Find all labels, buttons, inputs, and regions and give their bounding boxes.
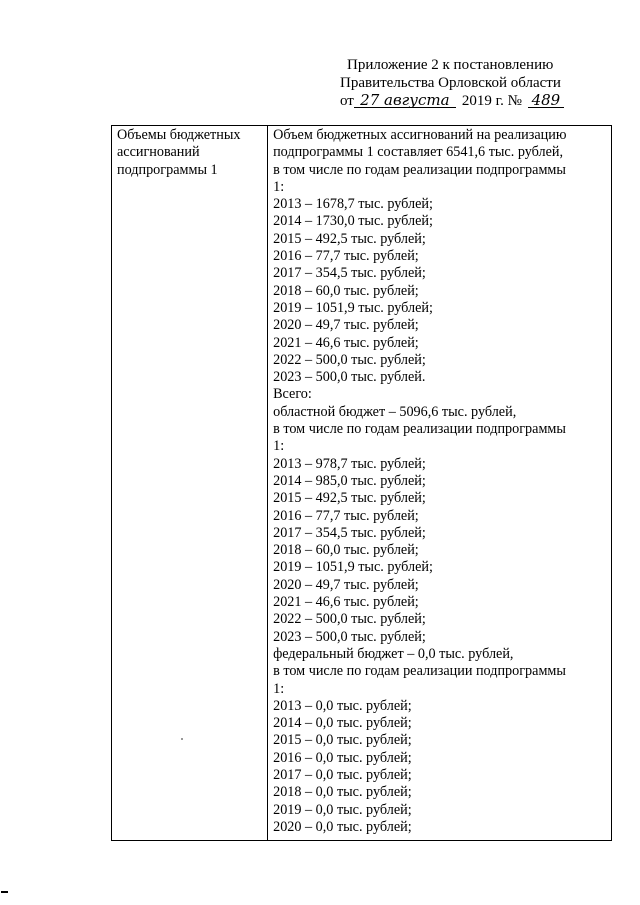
document-header bbox=[0, 0, 640, 120]
budget-line: в том числе по годам реализации подпрограммы bbox=[273, 421, 566, 438]
budget-line: областной бюджет – 5096,6 тыс. рублей, bbox=[273, 403, 517, 420]
budget-line: Всего: bbox=[273, 386, 312, 403]
budget-line: 2018 – 0,0 тыс. рублей; bbox=[273, 784, 412, 801]
budget-line: 2020 – 0,0 тыс. рублей; bbox=[273, 818, 412, 835]
table-content-cell bbox=[268, 126, 612, 841]
budget-line: 2023 – 500,0 тыс. рублей. bbox=[273, 369, 426, 386]
budget-details bbox=[273, 127, 608, 836]
budget-line: 2020 – 49,7 тыс. рублей; bbox=[273, 576, 419, 593]
budget-line: 2015 – 492,5 тыс. рублей; bbox=[273, 490, 426, 507]
decree-date-line bbox=[340, 92, 564, 110]
budget-line: 2017 – 354,5 тыс. рублей; bbox=[273, 265, 426, 282]
budget-line: 2021 – 46,6 тыс. рублей; bbox=[273, 594, 419, 611]
budget-line: 2023 – 500,0 тыс. рублей; bbox=[273, 628, 426, 645]
budget-line: 1: bbox=[273, 680, 285, 697]
budget-line: 2020 – 49,7 тыс. рублей; bbox=[273, 317, 419, 334]
budget-line: Объем бюджетных ассигнований на реализацию bbox=[273, 127, 567, 143]
budget-label: Объемы бюджетных ассигнований подпрограммы 1 bbox=[117, 127, 241, 178]
budget-line: 2015 – 0,0 тыс. рублей; bbox=[273, 732, 412, 749]
handwritten-date: 27 августа bbox=[354, 93, 456, 108]
budget-line: 1: bbox=[273, 178, 285, 195]
budget-line: 2016 – 77,7 тыс. рублей; bbox=[273, 248, 419, 265]
budget-line: подпрограммы 1 составляет 6541,6 тыс. рублей, bbox=[273, 144, 564, 161]
budget-line: 2022 – 500,0 тыс. рублей; bbox=[273, 611, 426, 628]
budget-line: 1: bbox=[273, 438, 285, 455]
budget-line: 2019 – 1051,9 тыс. рублей; bbox=[273, 299, 433, 316]
budget-line: федеральный бюджет – 0,0 тыс. рублей, bbox=[273, 645, 514, 662]
handwritten-number: 489 bbox=[528, 93, 564, 108]
appendix-line: Приложение 2 к постановлению bbox=[347, 57, 554, 73]
budget-line: 2013 – 978,7 тыс. рублей; bbox=[273, 455, 426, 472]
table-label-cell bbox=[112, 126, 268, 841]
budget-line: 2021 – 46,6 тыс. рублей; bbox=[273, 334, 419, 351]
budget-line: 2022 – 500,0 тыс. рублей; bbox=[273, 351, 426, 368]
budget-line: 2013 – 0,0 тыс. рублей; bbox=[273, 697, 412, 714]
budget-table bbox=[111, 125, 612, 841]
budget-line: в том числе по годам реализации подпрограммы bbox=[273, 161, 566, 178]
table-row bbox=[112, 126, 612, 841]
margin-mark bbox=[1, 891, 8, 893]
budget-line: 2019 – 1051,9 тыс. рублей; bbox=[273, 559, 433, 576]
budget-line: 2014 – 0,0 тыс. рублей; bbox=[273, 715, 412, 732]
budget-line: 2015 – 492,5 тыс. рублей; bbox=[273, 230, 426, 247]
government-line: Правительства Орловской области bbox=[340, 75, 561, 91]
budget-line: 2019 – 0,0 тыс. рублей; bbox=[273, 801, 412, 818]
budget-line: 2013 – 1678,7 тыс. рублей; bbox=[273, 196, 433, 213]
budget-line: 2014 – 1730,0 тыс. рублей; bbox=[273, 213, 433, 230]
year-number-label: 2019 г. № bbox=[461, 93, 522, 109]
budget-line: 2018 – 60,0 тыс. рублей; bbox=[273, 542, 419, 559]
budget-line: 2014 – 985,0 тыс. рублей; bbox=[273, 472, 426, 489]
scan-speck bbox=[181, 738, 183, 740]
budget-line: 2016 – 77,7 тыс. рублей; bbox=[273, 507, 419, 524]
budget-line: в том числе по годам реализации подпрограммы bbox=[273, 663, 566, 680]
budget-line: 2017 – 354,5 тыс. рублей; bbox=[273, 524, 426, 541]
budget-line: 2016 – 0,0 тыс. рублей; bbox=[273, 749, 412, 766]
date-prefix: от bbox=[340, 93, 354, 109]
budget-line: 2018 – 60,0 тыс. рублей; bbox=[273, 282, 419, 299]
budget-line: 2017 – 0,0 тыс. рублей; bbox=[273, 766, 412, 783]
